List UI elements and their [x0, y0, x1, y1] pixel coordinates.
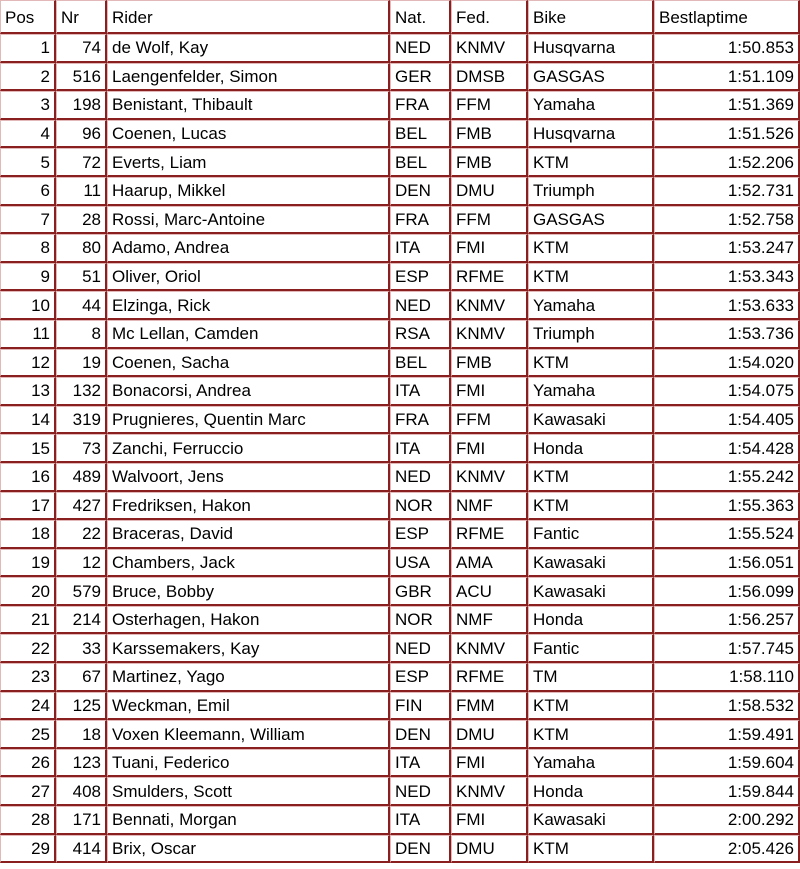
cell-nat: NED	[390, 34, 451, 63]
cell-rider: Elzinga, Rick	[107, 291, 390, 320]
cell-rider: Haarup, Mikkel	[107, 177, 390, 206]
cell-nr: 51	[56, 263, 107, 292]
cell-pos: 28	[0, 806, 56, 835]
cell-rider: Benistant, Thibault	[107, 91, 390, 120]
cell-fed: FMB	[451, 148, 528, 177]
cell-fed: ACU	[451, 577, 528, 606]
cell-pos: 17	[0, 492, 56, 521]
cell-bike: GASGAS	[528, 206, 654, 235]
table-row	[0, 463, 800, 492]
cell-fed: FMI	[451, 434, 528, 463]
cell-pos: 25	[0, 720, 56, 749]
cell-pos: 23	[0, 663, 56, 692]
cell-fed: FMM	[451, 692, 528, 721]
cell-bike: KTM	[528, 492, 654, 521]
cell-pos: 29	[0, 835, 56, 864]
cell-bike: Yamaha	[528, 291, 654, 320]
cell-fed: NMF	[451, 606, 528, 635]
cell-fed: FMI	[451, 234, 528, 263]
table-row	[0, 634, 800, 663]
cell-bestlaptime: 1:55.242	[654, 463, 800, 492]
table-row	[0, 263, 800, 292]
cell-bike: Yamaha	[528, 749, 654, 778]
cell-pos: 26	[0, 749, 56, 778]
cell-rider: Everts, Liam	[107, 148, 390, 177]
cell-bike: Husqvarna	[528, 34, 654, 63]
cell-bike: Husqvarna	[528, 120, 654, 149]
cell-nat: NED	[390, 634, 451, 663]
cell-bike: Kawasaki	[528, 806, 654, 835]
cell-nr: 33	[56, 634, 107, 663]
cell-bestlaptime: 2:00.292	[654, 806, 800, 835]
cell-rider: Osterhagen, Hakon	[107, 606, 390, 635]
cell-rider: Bonacorsi, Andrea	[107, 377, 390, 406]
cell-bestlaptime: 1:56.051	[654, 549, 800, 578]
column-header-fed: Fed.	[451, 0, 528, 34]
cell-bestlaptime: 1:57.745	[654, 634, 800, 663]
cell-rider: Rossi, Marc-Antoine	[107, 206, 390, 235]
cell-pos: 12	[0, 349, 56, 378]
column-header-pos: Pos	[0, 0, 56, 34]
cell-pos: 13	[0, 377, 56, 406]
cell-nr: 96	[56, 120, 107, 149]
cell-pos: 15	[0, 434, 56, 463]
cell-pos: 16	[0, 463, 56, 492]
cell-nr: 18	[56, 720, 107, 749]
cell-pos: 8	[0, 234, 56, 263]
cell-nat: BEL	[390, 349, 451, 378]
cell-nr: 19	[56, 349, 107, 378]
cell-rider: Brix, Oscar	[107, 835, 390, 864]
cell-nat: ITA	[390, 806, 451, 835]
cell-pos: 5	[0, 148, 56, 177]
cell-rider: de Wolf, Kay	[107, 34, 390, 63]
cell-bike: KTM	[528, 720, 654, 749]
cell-bike: GASGAS	[528, 63, 654, 92]
cell-bike: KTM	[528, 692, 654, 721]
cell-bike: Fantic	[528, 520, 654, 549]
cell-fed: KNMV	[451, 777, 528, 806]
table-row	[0, 406, 800, 435]
cell-rider: Karssemakers, Kay	[107, 634, 390, 663]
table-row	[0, 692, 800, 721]
cell-bestlaptime: 1:58.532	[654, 692, 800, 721]
cell-nat: BEL	[390, 148, 451, 177]
cell-bestlaptime: 1:59.604	[654, 749, 800, 778]
table-row	[0, 91, 800, 120]
cell-nat: ITA	[390, 234, 451, 263]
cell-nr: 8	[56, 320, 107, 349]
cell-pos: 2	[0, 63, 56, 92]
cell-nat: GER	[390, 63, 451, 92]
cell-rider: Zanchi, Ferruccio	[107, 434, 390, 463]
cell-pos: 27	[0, 777, 56, 806]
cell-bestlaptime: 1:50.853	[654, 34, 800, 63]
cell-nat: DEN	[390, 177, 451, 206]
cell-pos: 1	[0, 34, 56, 63]
cell-rider: Fredriksen, Hakon	[107, 492, 390, 521]
cell-pos: 18	[0, 520, 56, 549]
table-row	[0, 206, 800, 235]
table-row	[0, 148, 800, 177]
cell-nr: 74	[56, 34, 107, 63]
cell-nat: ITA	[390, 377, 451, 406]
cell-bike: Fantic	[528, 634, 654, 663]
cell-fed: FFM	[451, 406, 528, 435]
header-row	[0, 0, 800, 34]
cell-bestlaptime: 2:05.426	[654, 835, 800, 864]
cell-rider: Chambers, Jack	[107, 549, 390, 578]
cell-nr: 123	[56, 749, 107, 778]
cell-bestlaptime: 1:56.257	[654, 606, 800, 635]
cell-rider: Braceras, David	[107, 520, 390, 549]
cell-rider: Prugnieres, Quentin Marc	[107, 406, 390, 435]
cell-nr: 214	[56, 606, 107, 635]
cell-bestlaptime: 1:51.369	[654, 91, 800, 120]
cell-nr: 198	[56, 91, 107, 120]
cell-bike: KTM	[528, 148, 654, 177]
cell-nr: 22	[56, 520, 107, 549]
cell-nr: 72	[56, 148, 107, 177]
cell-pos: 3	[0, 91, 56, 120]
cell-fed: FMI	[451, 806, 528, 835]
cell-rider: Oliver, Oriol	[107, 263, 390, 292]
cell-bestlaptime: 1:52.206	[654, 148, 800, 177]
column-header-rider: Rider	[107, 0, 390, 34]
cell-bike: KTM	[528, 234, 654, 263]
cell-bike: KTM	[528, 835, 654, 864]
table-row	[0, 177, 800, 206]
cell-fed: FMI	[451, 749, 528, 778]
cell-nat: USA	[390, 549, 451, 578]
column-header-bestlaptime: Bestlaptime	[654, 0, 800, 34]
cell-pos: 9	[0, 263, 56, 292]
cell-fed: FFM	[451, 91, 528, 120]
table-row	[0, 349, 800, 378]
table-row	[0, 749, 800, 778]
cell-fed: RFME	[451, 263, 528, 292]
cell-rider: Smulders, Scott	[107, 777, 390, 806]
table-row	[0, 377, 800, 406]
cell-fed: FMI	[451, 377, 528, 406]
cell-pos: 24	[0, 692, 56, 721]
table-row	[0, 34, 800, 63]
cell-nat: FRA	[390, 91, 451, 120]
cell-bestlaptime: 1:55.363	[654, 492, 800, 521]
table-row	[0, 806, 800, 835]
cell-nr: 132	[56, 377, 107, 406]
cell-bestlaptime: 1:54.075	[654, 377, 800, 406]
cell-nr: 489	[56, 463, 107, 492]
cell-rider: Coenen, Sacha	[107, 349, 390, 378]
cell-pos: 20	[0, 577, 56, 606]
cell-fed: FMB	[451, 120, 528, 149]
cell-bestlaptime: 1:54.405	[654, 406, 800, 435]
cell-bestlaptime: 1:54.020	[654, 349, 800, 378]
cell-bike: Kawasaki	[528, 549, 654, 578]
cell-bike: Kawasaki	[528, 406, 654, 435]
cell-nr: 73	[56, 434, 107, 463]
cell-bestlaptime: 1:54.428	[654, 434, 800, 463]
cell-rider: Martinez, Yago	[107, 663, 390, 692]
cell-fed: RFME	[451, 663, 528, 692]
cell-nr: 414	[56, 835, 107, 864]
cell-rider: Adamo, Andrea	[107, 234, 390, 263]
cell-nr: 80	[56, 234, 107, 263]
cell-bestlaptime: 1:53.736	[654, 320, 800, 349]
cell-bike: Honda	[528, 777, 654, 806]
cell-rider: Walvoort, Jens	[107, 463, 390, 492]
cell-bestlaptime: 1:59.491	[654, 720, 800, 749]
cell-nat: NOR	[390, 606, 451, 635]
table-row	[0, 663, 800, 692]
table-row	[0, 577, 800, 606]
column-header-bike: Bike	[528, 0, 654, 34]
cell-fed: AMA	[451, 549, 528, 578]
cell-bike: KTM	[528, 463, 654, 492]
cell-nat: NED	[390, 463, 451, 492]
cell-bestlaptime: 1:53.633	[654, 291, 800, 320]
cell-bestlaptime: 1:51.109	[654, 63, 800, 92]
cell-nr: 408	[56, 777, 107, 806]
cell-fed: DMU	[451, 177, 528, 206]
cell-bike: Honda	[528, 606, 654, 635]
cell-nr: 579	[56, 577, 107, 606]
cell-nr: 67	[56, 663, 107, 692]
cell-fed: FMB	[451, 349, 528, 378]
table-body	[0, 34, 800, 863]
cell-bestlaptime: 1:52.731	[654, 177, 800, 206]
cell-nat: FRA	[390, 406, 451, 435]
table-row	[0, 120, 800, 149]
cell-fed: RFME	[451, 520, 528, 549]
cell-bike: Triumph	[528, 177, 654, 206]
table-row	[0, 606, 800, 635]
cell-nat: DEN	[390, 720, 451, 749]
cell-rider: Tuani, Federico	[107, 749, 390, 778]
cell-nat: FIN	[390, 692, 451, 721]
cell-rider: Bruce, Bobby	[107, 577, 390, 606]
cell-nat: ESP	[390, 520, 451, 549]
cell-nat: NED	[390, 777, 451, 806]
cell-pos: 19	[0, 549, 56, 578]
table-row	[0, 492, 800, 521]
cell-fed: KNMV	[451, 291, 528, 320]
cell-bike: Yamaha	[528, 91, 654, 120]
cell-nat: GBR	[390, 577, 451, 606]
cell-nat: FRA	[390, 206, 451, 235]
cell-rider: Bennati, Morgan	[107, 806, 390, 835]
cell-pos: 10	[0, 291, 56, 320]
cell-nr: 171	[56, 806, 107, 835]
table-row	[0, 835, 800, 864]
cell-nr: 125	[56, 692, 107, 721]
cell-bike: Triumph	[528, 320, 654, 349]
cell-nr: 319	[56, 406, 107, 435]
column-header-nr: Nr	[56, 0, 107, 34]
cell-bike: Yamaha	[528, 377, 654, 406]
cell-pos: 22	[0, 634, 56, 663]
table-row	[0, 720, 800, 749]
cell-nr: 516	[56, 63, 107, 92]
cell-pos: 14	[0, 406, 56, 435]
cell-bestlaptime: 1:58.110	[654, 663, 800, 692]
cell-nat: ITA	[390, 749, 451, 778]
table-row	[0, 234, 800, 263]
cell-fed: KNMV	[451, 634, 528, 663]
cell-bike: Kawasaki	[528, 577, 654, 606]
cell-rider: Laengenfelder, Simon	[107, 63, 390, 92]
cell-fed: DMSB	[451, 63, 528, 92]
cell-rider: Weckman, Emil	[107, 692, 390, 721]
cell-fed: FFM	[451, 206, 528, 235]
cell-fed: KNMV	[451, 463, 528, 492]
table-header	[0, 0, 800, 34]
cell-fed: KNMV	[451, 320, 528, 349]
cell-nat: DEN	[390, 835, 451, 864]
cell-bike: Honda	[528, 434, 654, 463]
cell-bike: KTM	[528, 349, 654, 378]
cell-nr: 44	[56, 291, 107, 320]
cell-fed: DMU	[451, 835, 528, 864]
table-row	[0, 63, 800, 92]
table-row	[0, 549, 800, 578]
column-header-nat: Nat.	[390, 0, 451, 34]
cell-bestlaptime: 1:51.526	[654, 120, 800, 149]
cell-nr: 11	[56, 177, 107, 206]
cell-bestlaptime: 1:55.524	[654, 520, 800, 549]
cell-nr: 427	[56, 492, 107, 521]
table-row	[0, 434, 800, 463]
table-row	[0, 291, 800, 320]
cell-fed: NMF	[451, 492, 528, 521]
cell-fed: KNMV	[451, 34, 528, 63]
cell-nr: 12	[56, 549, 107, 578]
cell-bestlaptime: 1:53.247	[654, 234, 800, 263]
cell-bike: KTM	[528, 263, 654, 292]
cell-nat: NED	[390, 291, 451, 320]
cell-nat: BEL	[390, 120, 451, 149]
table-row	[0, 777, 800, 806]
cell-nr: 28	[56, 206, 107, 235]
cell-bestlaptime: 1:52.758	[654, 206, 800, 235]
cell-nat: ESP	[390, 263, 451, 292]
cell-nat: ESP	[390, 663, 451, 692]
cell-nat: NOR	[390, 492, 451, 521]
cell-pos: 7	[0, 206, 56, 235]
table-row	[0, 320, 800, 349]
cell-bike: TM	[528, 663, 654, 692]
cell-pos: 6	[0, 177, 56, 206]
cell-bestlaptime: 1:53.343	[654, 263, 800, 292]
cell-nat: ITA	[390, 434, 451, 463]
cell-rider: Mc Lellan, Camden	[107, 320, 390, 349]
table-row	[0, 520, 800, 549]
cell-nat: RSA	[390, 320, 451, 349]
cell-pos: 21	[0, 606, 56, 635]
cell-rider: Coenen, Lucas	[107, 120, 390, 149]
cell-bestlaptime: 1:59.844	[654, 777, 800, 806]
cell-rider: Voxen Kleemann, William	[107, 720, 390, 749]
cell-fed: DMU	[451, 720, 528, 749]
cell-bestlaptime: 1:56.099	[654, 577, 800, 606]
cell-pos: 4	[0, 120, 56, 149]
cell-pos: 11	[0, 320, 56, 349]
